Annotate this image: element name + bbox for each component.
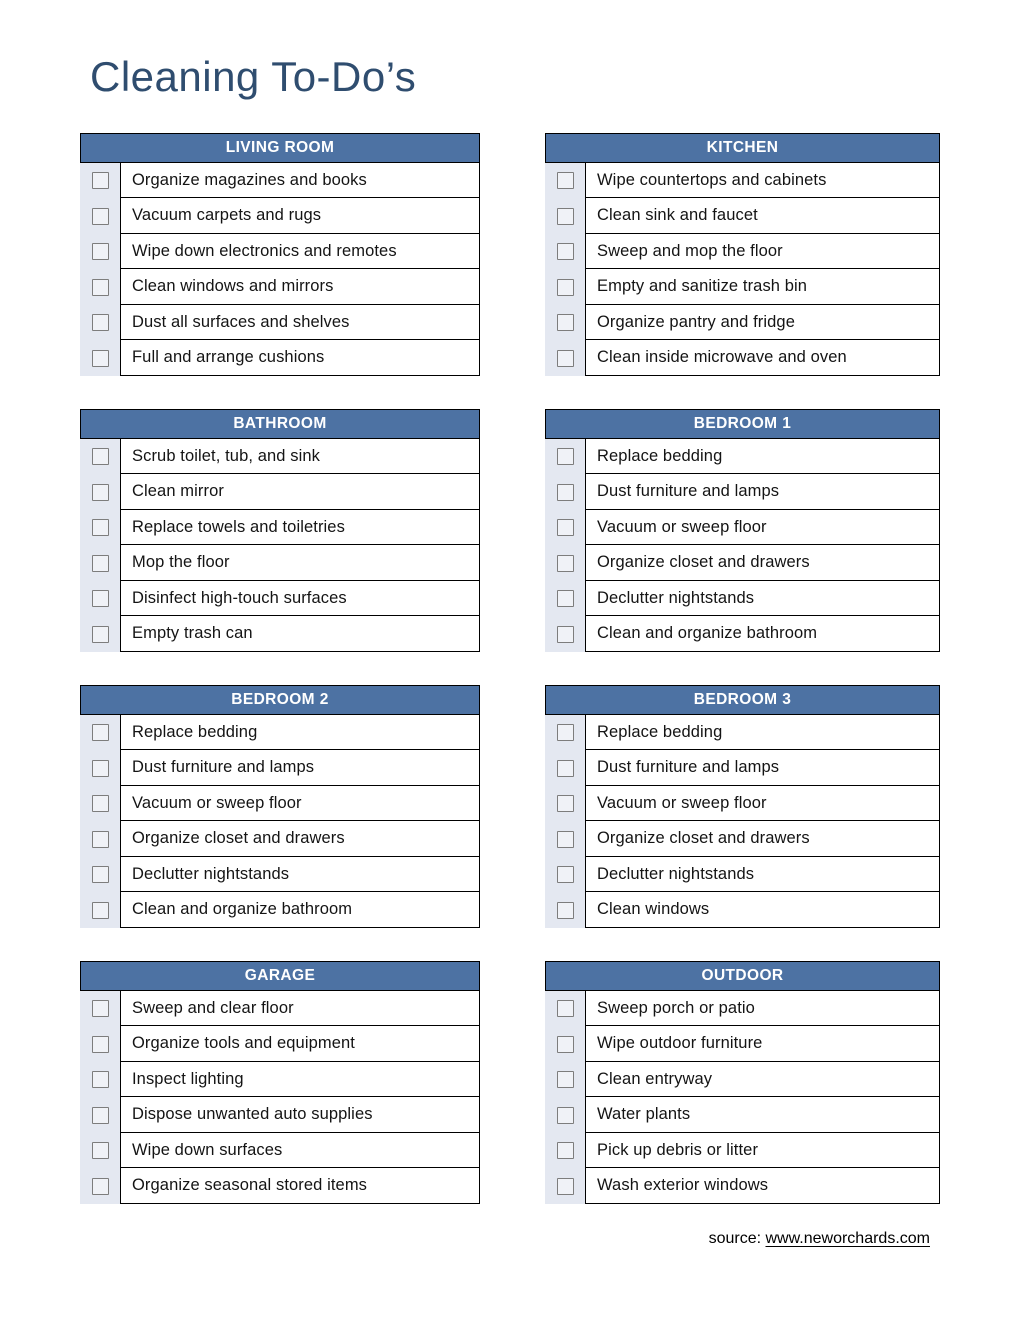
task-checkbox[interactable] [557, 1000, 574, 1017]
task-checkbox[interactable] [557, 590, 574, 607]
checkbox-cell [545, 510, 585, 546]
checklist-row [545, 545, 940, 581]
section-header [80, 133, 480, 163]
task-label: Clean sink and faucet [585, 198, 940, 234]
checklist-row [80, 510, 480, 546]
section-garage [80, 961, 480, 1204]
task-checkbox[interactable] [557, 831, 574, 848]
checkbox-cell [80, 340, 120, 376]
section-title: OUTDOOR [701, 967, 784, 985]
section-header [80, 409, 480, 439]
checklist-row [80, 1168, 480, 1204]
task-checkbox[interactable] [92, 590, 109, 607]
task-checkbox[interactable] [557, 760, 574, 777]
checkbox-cell [80, 581, 120, 617]
task-label: Organize magazines and books [120, 163, 480, 199]
task-checkbox[interactable] [557, 1178, 574, 1195]
task-checkbox[interactable] [557, 724, 574, 741]
task-checkbox[interactable] [92, 1000, 109, 1017]
checklist-row [80, 1133, 480, 1169]
checklist-row [545, 474, 940, 510]
task-checkbox[interactable] [557, 519, 574, 536]
checklist-row [545, 750, 940, 786]
checkbox-cell [545, 786, 585, 822]
checklist-row [80, 786, 480, 822]
section-title: BEDROOM 3 [693, 691, 792, 709]
task-label: Vacuum or sweep floor [585, 786, 940, 822]
section-title: LIVING ROOM [225, 139, 335, 157]
checkbox-cell [80, 616, 120, 652]
task-checkbox[interactable] [92, 795, 109, 812]
checkbox-cell [80, 1168, 120, 1204]
task-label: Vacuum or sweep floor [120, 786, 480, 822]
task-label: Dust all surfaces and shelves [120, 305, 480, 341]
checkbox-cell [80, 1062, 120, 1098]
task-label: Clean windows and mirrors [120, 269, 480, 305]
task-checkbox[interactable] [92, 866, 109, 883]
checklist-row [80, 305, 480, 341]
task-label: Clean and organize bathroom [585, 616, 940, 652]
task-checkbox[interactable] [92, 448, 109, 465]
task-checkbox[interactable] [92, 1107, 109, 1124]
checklist-row [545, 1026, 940, 1062]
checkbox-cell [80, 234, 120, 270]
task-label: Scrub toilet, tub, and sink [120, 439, 480, 475]
task-label: Sweep and clear floor [120, 991, 480, 1027]
task-checkbox[interactable] [92, 724, 109, 741]
checklist-row [80, 750, 480, 786]
section-header [545, 685, 940, 715]
task-checkbox[interactable] [557, 1142, 574, 1159]
task-label: Empty and sanitize trash bin [585, 269, 940, 305]
checklist-row [545, 1168, 940, 1204]
task-checkbox[interactable] [92, 519, 109, 536]
task-label: Water plants [585, 1097, 940, 1133]
task-checkbox[interactable] [92, 350, 109, 367]
checklist-row [545, 991, 940, 1027]
task-label: Mop the floor [120, 545, 480, 581]
task-label: Replace bedding [120, 715, 480, 751]
checklist-row [545, 198, 940, 234]
task-checkbox[interactable] [557, 902, 574, 919]
task-checkbox[interactable] [92, 902, 109, 919]
checkbox-cell [80, 821, 120, 857]
checkbox-cell [545, 1097, 585, 1133]
task-checkbox[interactable] [557, 243, 574, 260]
checkbox-cell [545, 991, 585, 1027]
checkbox-cell [80, 1026, 120, 1062]
checkbox-cell [545, 269, 585, 305]
checkbox-cell [545, 892, 585, 928]
task-checkbox[interactable] [557, 314, 574, 331]
task-label: Wash exterior windows [585, 1168, 940, 1204]
checklist-row [80, 234, 480, 270]
checkbox-cell [80, 545, 120, 581]
task-label: Organize closet and drawers [120, 821, 480, 857]
task-label: Sweep porch or patio [585, 991, 940, 1027]
checklist-row [545, 340, 940, 376]
task-label: Organize closet and drawers [585, 821, 940, 857]
checklist-row [80, 616, 480, 652]
task-label: Wipe down electronics and remotes [120, 234, 480, 270]
task-checkbox[interactable] [92, 279, 109, 296]
checklist-row [80, 340, 480, 376]
checkbox-cell [80, 991, 120, 1027]
checkbox-cell [80, 1097, 120, 1133]
checkbox-cell [545, 234, 585, 270]
checkbox-cell [80, 857, 120, 893]
checkbox-cell [545, 581, 585, 617]
task-checkbox[interactable] [557, 208, 574, 225]
checkbox-cell [545, 857, 585, 893]
task-label: Dust furniture and lamps [120, 750, 480, 786]
section-bathroom [80, 409, 480, 652]
task-checkbox[interactable] [557, 1107, 574, 1124]
task-label: Organize closet and drawers [585, 545, 940, 581]
task-label: Vacuum or sweep floor [585, 510, 940, 546]
task-checkbox[interactable] [557, 1036, 574, 1053]
checkbox-cell [545, 715, 585, 751]
checkbox-cell [80, 750, 120, 786]
checkbox-cell [80, 892, 120, 928]
checklist-row [80, 198, 480, 234]
task-checkbox[interactable] [557, 350, 574, 367]
checklist-row [545, 305, 940, 341]
section-header [545, 409, 940, 439]
task-label: Pick up debris or litter [585, 1133, 940, 1169]
checkbox-cell [545, 821, 585, 857]
checklist-row [80, 1026, 480, 1062]
task-label: Wipe countertops and cabinets [585, 163, 940, 199]
task-label: Wipe down surfaces [120, 1133, 480, 1169]
checklist-row [80, 821, 480, 857]
task-label: Wipe outdoor furniture [585, 1026, 940, 1062]
task-label: Declutter nightstands [120, 857, 480, 893]
section-title: GARAGE [244, 967, 316, 985]
section-header [80, 961, 480, 991]
task-checkbox[interactable] [92, 555, 109, 572]
checklist-row [80, 269, 480, 305]
checkbox-cell [545, 340, 585, 376]
page-title: Cleaning To-Do’s [90, 53, 417, 100]
checkbox-cell [545, 750, 585, 786]
checkbox-cell [545, 474, 585, 510]
task-label: Replace bedding [585, 439, 940, 475]
source-link[interactable]: www.neworchards.com [765, 1229, 930, 1247]
checklist-row [80, 991, 480, 1027]
task-label: Empty trash can [120, 616, 480, 652]
task-checkbox[interactable] [92, 243, 109, 260]
task-label: Dust furniture and lamps [585, 750, 940, 786]
task-label: Clean and organize bathroom [120, 892, 480, 928]
checkbox-cell [545, 305, 585, 341]
task-checkbox[interactable] [557, 484, 574, 501]
checkbox-cell [80, 715, 120, 751]
task-checkbox[interactable] [557, 279, 574, 296]
section-outdoor [545, 961, 940, 1204]
task-checkbox[interactable] [92, 1142, 109, 1159]
section-header [80, 685, 480, 715]
checklist-row [80, 439, 480, 475]
checkbox-cell [80, 198, 120, 234]
checklist-row [545, 510, 940, 546]
task-label: Vacuum carpets and rugs [120, 198, 480, 234]
task-checkbox[interactable] [557, 795, 574, 812]
checklist-row [545, 1097, 940, 1133]
source-label: source: [708, 1229, 766, 1247]
task-label: Dispose unwanted auto supplies [120, 1097, 480, 1133]
task-checkbox[interactable] [557, 172, 574, 189]
task-checkbox[interactable] [92, 1178, 109, 1195]
section-title: BEDROOM 2 [231, 691, 329, 709]
checklist-row [80, 857, 480, 893]
task-label: Clean mirror [120, 474, 480, 510]
section-header [545, 133, 940, 163]
task-label: Replace bedding [585, 715, 940, 751]
task-checkbox[interactable] [92, 314, 109, 331]
task-checkbox[interactable] [92, 484, 109, 501]
checkbox-cell [80, 163, 120, 199]
checkbox-cell [545, 163, 585, 199]
checklist-row [545, 786, 940, 822]
task-checkbox[interactable] [557, 1071, 574, 1088]
task-label: Sweep and mop the floor [585, 234, 940, 270]
task-label: Declutter nightstands [585, 857, 940, 893]
section-bedroom-1 [545, 409, 940, 652]
section-bedroom-2 [80, 685, 480, 928]
checkbox-cell [545, 1026, 585, 1062]
section-kitchen [545, 133, 940, 376]
task-label: Clean entryway [585, 1062, 940, 1098]
task-checkbox[interactable] [92, 1036, 109, 1053]
task-checkbox[interactable] [92, 208, 109, 225]
checklist-row [545, 1062, 940, 1098]
checklist-row [80, 1062, 480, 1098]
checkbox-cell [545, 1133, 585, 1169]
checkbox-cell [80, 474, 120, 510]
task-checkbox[interactable] [557, 448, 574, 465]
checkbox-cell [545, 616, 585, 652]
task-label: Declutter nightstands [585, 581, 940, 617]
checklist-row [545, 821, 940, 857]
checklist-row [545, 715, 940, 751]
checklist-row [545, 892, 940, 928]
task-label: Full and arrange cushions [120, 340, 480, 376]
checklist-row [80, 715, 480, 751]
task-label: Disinfect high-touch surfaces [120, 581, 480, 617]
task-checkbox[interactable] [92, 760, 109, 777]
task-checkbox[interactable] [557, 626, 574, 643]
checkbox-cell [80, 305, 120, 341]
section-title: KITCHEN [706, 139, 779, 157]
section-title: BATHROOM [233, 415, 327, 433]
checklist-row [80, 1097, 480, 1133]
checklist-row [545, 269, 940, 305]
task-label: Replace towels and toiletries [120, 510, 480, 546]
section-header [545, 961, 940, 991]
checklist-row [80, 474, 480, 510]
checkbox-cell [545, 198, 585, 234]
checklist-row [80, 545, 480, 581]
checklist-row [545, 857, 940, 893]
source-line [80, 1230, 940, 1248]
checkbox-cell [545, 439, 585, 475]
checklist-row [80, 892, 480, 928]
task-label: Organize pantry and fridge [585, 305, 940, 341]
task-label: Clean windows [585, 892, 940, 928]
task-checkbox[interactable] [92, 831, 109, 848]
task-label: Dust furniture and lamps [585, 474, 940, 510]
section-living-room [80, 133, 480, 376]
task-checkbox[interactable] [557, 866, 574, 883]
checklist-row [80, 163, 480, 199]
task-checkbox[interactable] [92, 626, 109, 643]
checklist-row [545, 616, 940, 652]
checkbox-cell [545, 545, 585, 581]
checklist-row [545, 234, 940, 270]
checkbox-cell [545, 1062, 585, 1098]
task-label: Organize tools and equipment [120, 1026, 480, 1062]
checklist-row [545, 439, 940, 475]
checklist-row [545, 1133, 940, 1169]
sections-grid [80, 133, 940, 1204]
task-label: Clean inside microwave and oven [585, 340, 940, 376]
task-checkbox[interactable] [92, 1071, 109, 1088]
checklist-row [545, 581, 940, 617]
task-checkbox[interactable] [92, 172, 109, 189]
checkbox-cell [80, 439, 120, 475]
checklist-row [545, 163, 940, 199]
task-label: Organize seasonal stored items [120, 1168, 480, 1204]
checkbox-cell [80, 786, 120, 822]
checkbox-cell [80, 269, 120, 305]
task-label: Inspect lighting [120, 1062, 480, 1098]
checkbox-cell [545, 1168, 585, 1204]
task-checkbox[interactable] [557, 555, 574, 572]
section-bedroom-3 [545, 685, 940, 928]
checkbox-cell [80, 510, 120, 546]
section-title: BEDROOM 1 [693, 415, 792, 433]
checklist-row [80, 581, 480, 617]
checkbox-cell [80, 1133, 120, 1169]
